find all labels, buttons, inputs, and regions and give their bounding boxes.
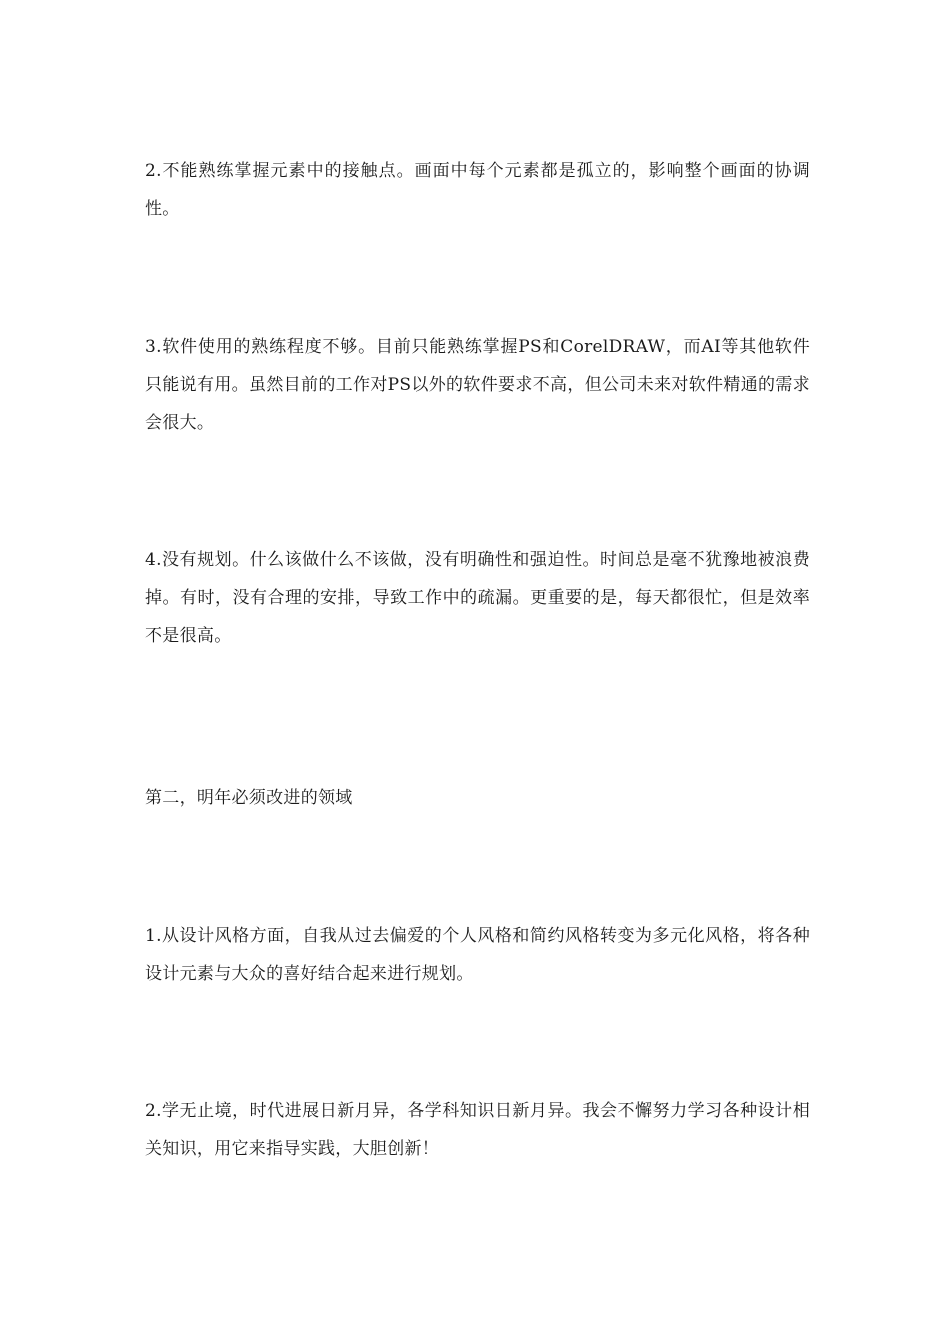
paragraph-improve-1-design-style: 1.从设计风格方面，自我从过去偏爱的个人风格和简约风格转变为多元化风格，将各种设计元素与大众的喜好结合起来进行规划。 [145,926,810,984]
paragraph-point-3-software-skills: 3.软件使用的熟练程度不够。目前只能熟练掌握PS和CorelDRAW，而AI等其他软件只能说有用。虽然目前的工作对PS以外的软件要求不高，但公司未来对软件精通的需求会很大。 [145,337,810,433]
paragraph-point-2-contact-points: 2.不能熟练掌握元素中的接触点。画面中每个元素都是孤立的，影响整个画面的协调性。 [145,161,810,219]
paragraph-point-4-no-planning: 4.没有规划。什么该做什么不该做，没有明确性和强迫性。时间总是毫不犹豫地被浪费掉。有时，没有合理的安排，导致工作中的疏漏。更重要的是，每天都很忙，但是效率不是很高。 [145,550,810,646]
paragraph-improve-2-learning: 2.学无止境，时代进展日新月异，各学科知识日新月异。我会不懈努力学习各种设计相关知识，用它来指导实践，大胆创新！ [145,1101,810,1159]
section-heading-improvement-areas: 第二，明年必须改进的领域 [145,788,353,808]
